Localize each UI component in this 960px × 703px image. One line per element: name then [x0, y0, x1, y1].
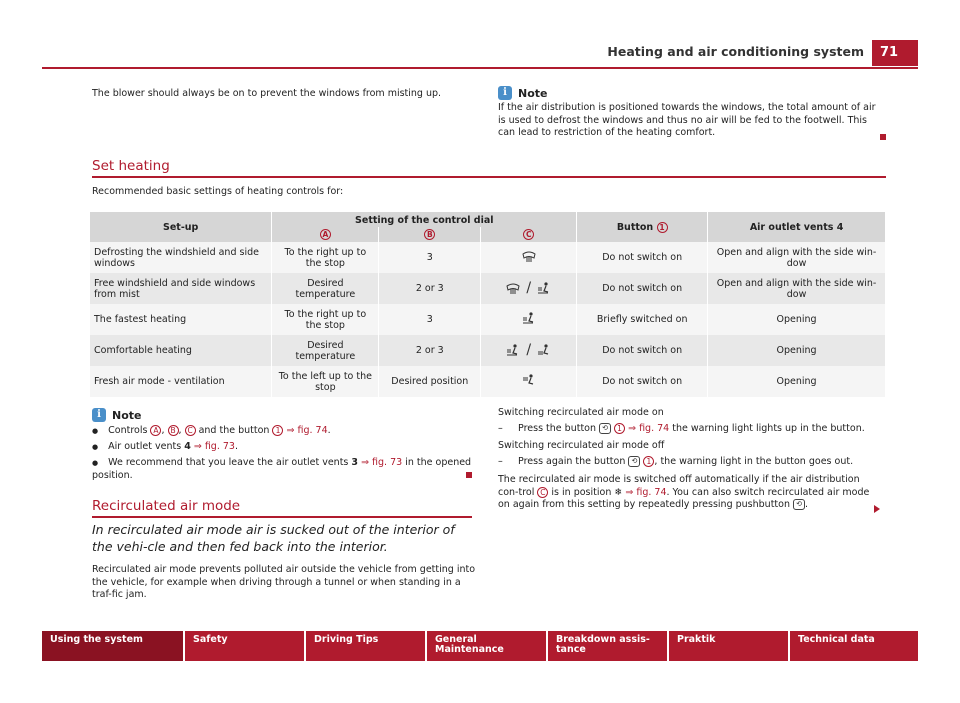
heating-settings-table [90, 212, 886, 397]
step-text: Press again the button [518, 455, 626, 467]
recirculation-button-icon: ⟲ [793, 499, 805, 510]
note-text: We recommend that you leave the air outlet vents [108, 457, 349, 468]
note-text: and the button [198, 425, 270, 436]
step-switch-off: – Press again the button ⟲ 1 , the warning light in the button goes out. [498, 455, 854, 467]
continue-arrow-icon [874, 505, 880, 513]
dial-c-callout: C [537, 487, 548, 498]
running-header-title: Heating and air conditioning system [607, 44, 864, 59]
cell-setup: Comfortable heating [90, 335, 272, 366]
cell-dial-b: 2 or 3 [379, 273, 481, 304]
figure-reference-link[interactable]: ⇒ fig. 73 [193, 441, 235, 452]
cell-dial-a: To the right up to the stop [272, 242, 379, 273]
footwell-combo-icon: / [506, 342, 551, 358]
cell-button: Do not switch on [577, 242, 708, 273]
col-header-dial-b [379, 227, 481, 242]
recirc-instructions [498, 407, 886, 512]
figure-reference-link[interactable]: ⇒ fig. 74 [286, 425, 328, 436]
cell-vents: Opening [708, 304, 886, 335]
subheading-switch-on: Switching recirculated air mode on [498, 407, 664, 418]
table-row [90, 335, 886, 366]
info-icon: i [498, 86, 512, 100]
callout-number: 1 [657, 222, 668, 233]
table-row [90, 366, 886, 397]
dial-a-callout: A [150, 425, 161, 436]
col-header-dial-a [272, 227, 379, 242]
nav-tab-driving-tips[interactable]: Driving Tips [306, 631, 427, 661]
subheading-switch-off: Switching recirculated air mode off [498, 440, 665, 451]
recirc-lead: In recirculated air mode air is sucked out of the interior of the vehi-cle and then fed back into the interior. [92, 522, 455, 554]
note-text: Controls [108, 425, 148, 436]
cell-button: Do not switch on [577, 366, 708, 397]
lower-note-list [92, 423, 472, 482]
nav-tab-praktik[interactable]: Praktik [669, 631, 790, 661]
cell-dial-b: 3 [379, 242, 481, 273]
upper-body-icon [522, 373, 536, 387]
col-header-setup: Set-up [90, 212, 272, 242]
page-number: 71 [872, 40, 918, 66]
section-rule [92, 516, 472, 518]
col-header-button-label: Button [616, 221, 654, 233]
chapter-nav [42, 631, 918, 661]
cell-dial-b: Desired position [379, 366, 481, 397]
cell-dial-c [481, 242, 577, 273]
cell-dial-b: 3 [379, 304, 481, 335]
recirc-body: Recirculated air mode prevents polluted air outside the vehicle from getting into the vehicle, for example when driving through a tunnel or when standing in a traf-fic jam. [92, 564, 476, 600]
nav-tab-breakdown-assistance[interactable]: Breakdown assis-tance [548, 631, 669, 661]
nav-tab-safety[interactable]: Safety [185, 631, 306, 661]
cell-dial-c [481, 273, 577, 304]
figure-reference-link[interactable]: ⇒ fig. 74 [625, 486, 667, 498]
col-header-button [577, 212, 708, 242]
lower-note [92, 408, 472, 482]
nav-tab-general-maintenance[interactable]: General Maintenance [427, 631, 548, 661]
nav-tab-using-the-system[interactable]: Using the system [42, 631, 185, 661]
cell-setup: Defrosting the windshield and side windows [90, 242, 272, 273]
cell-setup: Fresh air mode - ventilation [90, 366, 272, 397]
note-text: Air outlet vents [108, 441, 182, 452]
list-item: ● Controls A , B , C and the button 1 ⇒ fig. 74. [92, 423, 472, 439]
note-number: 3 [351, 457, 359, 468]
table-row [90, 242, 886, 273]
cell-vents: Opening [708, 366, 886, 397]
cell-button: Briefly switched on [577, 304, 708, 335]
set-heating-intro: Recommended basic settings of heating controls for: [92, 186, 344, 197]
defrost-and-footwell-icon: / [506, 280, 551, 296]
footwell-windshield-icon [522, 311, 536, 325]
cell-setup: The fastest heating [90, 304, 272, 335]
table-row [90, 304, 886, 335]
cell-dial-c [481, 335, 577, 366]
lower-note-heading-text: Note [112, 408, 142, 422]
cell-button: Do not switch on [577, 273, 708, 304]
col-header-vents: Air outlet vents 4 [708, 212, 886, 242]
cell-button: Do not switch on [577, 335, 708, 366]
step-text: , the warning light in the button goes out. [654, 455, 854, 467]
info-icon: i [92, 408, 106, 422]
figure-reference-link[interactable]: ⇒ fig. 74 [628, 422, 670, 434]
dial-c-callout: C [523, 229, 534, 240]
section-title-recirculated: Recirculated air mode [92, 498, 241, 514]
cell-dial-c [481, 366, 577, 397]
list-item [92, 455, 472, 482]
cell-setup: Free windshield and side windows from mist [90, 273, 272, 304]
para-text: The recirculated air mode is switched off automatically if the air distribution con-trol [498, 474, 860, 498]
dial-c-callout: C [185, 425, 196, 436]
note-text: in the opened position. [92, 457, 472, 481]
cell-vents: Open and align with the side win-dow [708, 242, 886, 273]
col-header-dial: Setting of the control dial [272, 212, 577, 227]
cell-dial-a: Desired temperature [272, 273, 379, 304]
step-text: Press the button [518, 422, 596, 434]
list-item: ● Air outlet vents 4 ⇒ fig. 73. [92, 439, 472, 455]
recirculation-button-icon: ⟲ [628, 456, 640, 467]
para-text: . You can also switch recirculated air mode on again from this setting by repeatedly pressing pushbutton [498, 486, 870, 510]
top-note-heading-text: Note [518, 86, 548, 100]
recirculation-button-icon: ⟲ [599, 423, 611, 434]
col-header-dial-c [481, 227, 577, 242]
callout-number: 1 [614, 423, 625, 434]
cell-vents: Open and align with the side win-dow [708, 273, 886, 304]
top-note-body: If the air distribution is positioned towards the windows, the total amount of air is used to defrost the windows and thus no air will be fed to the footwell. This can lead to restriction of the heating comfort. [498, 102, 876, 138]
windshield-defrost-icon: ❄ [614, 486, 623, 498]
nav-tab-technical-data[interactable]: Technical data [790, 631, 918, 661]
windshield-defrost-icon [522, 249, 536, 263]
top-note-text [498, 102, 886, 140]
table-row [90, 273, 886, 304]
auto-off-paragraph [498, 474, 878, 512]
intro-text: The blower should always be on to prevent the windows from misting up. [92, 88, 442, 99]
header-rule [42, 67, 918, 69]
section-rule [92, 176, 886, 178]
step-switch-on: – Press the button ⟲ 1 ⇒ fig. 74 the warning light lights up in the button. [498, 422, 865, 434]
end-marker-icon [880, 134, 886, 140]
cell-dial-a: To the left up to the stop [272, 366, 379, 397]
cell-vents: Opening [708, 335, 886, 366]
end-marker-icon [466, 472, 472, 478]
callout-number: 1 [272, 425, 283, 436]
cell-dial-a: To the right up to the stop [272, 304, 379, 335]
cell-dial-a: Desired temperature [272, 335, 379, 366]
cell-dial-c [481, 304, 577, 335]
para-text: . [805, 499, 809, 510]
note-number: 4 [184, 441, 191, 452]
callout-number: 1 [643, 456, 654, 467]
lower-note-heading [92, 408, 472, 422]
top-note-heading [498, 86, 886, 100]
dial-b-callout: B [168, 425, 179, 436]
dial-b-callout: B [424, 229, 435, 240]
para-text: is in position [551, 486, 612, 498]
cell-dial-b: 2 or 3 [379, 335, 481, 366]
top-note [498, 86, 886, 140]
section-title-set-heating: Set heating [92, 158, 170, 174]
dial-a-callout: A [320, 229, 331, 240]
figure-reference-link[interactable]: ⇒ fig. 73 [361, 457, 403, 468]
step-text: the warning light lights up in the button. [672, 422, 865, 434]
